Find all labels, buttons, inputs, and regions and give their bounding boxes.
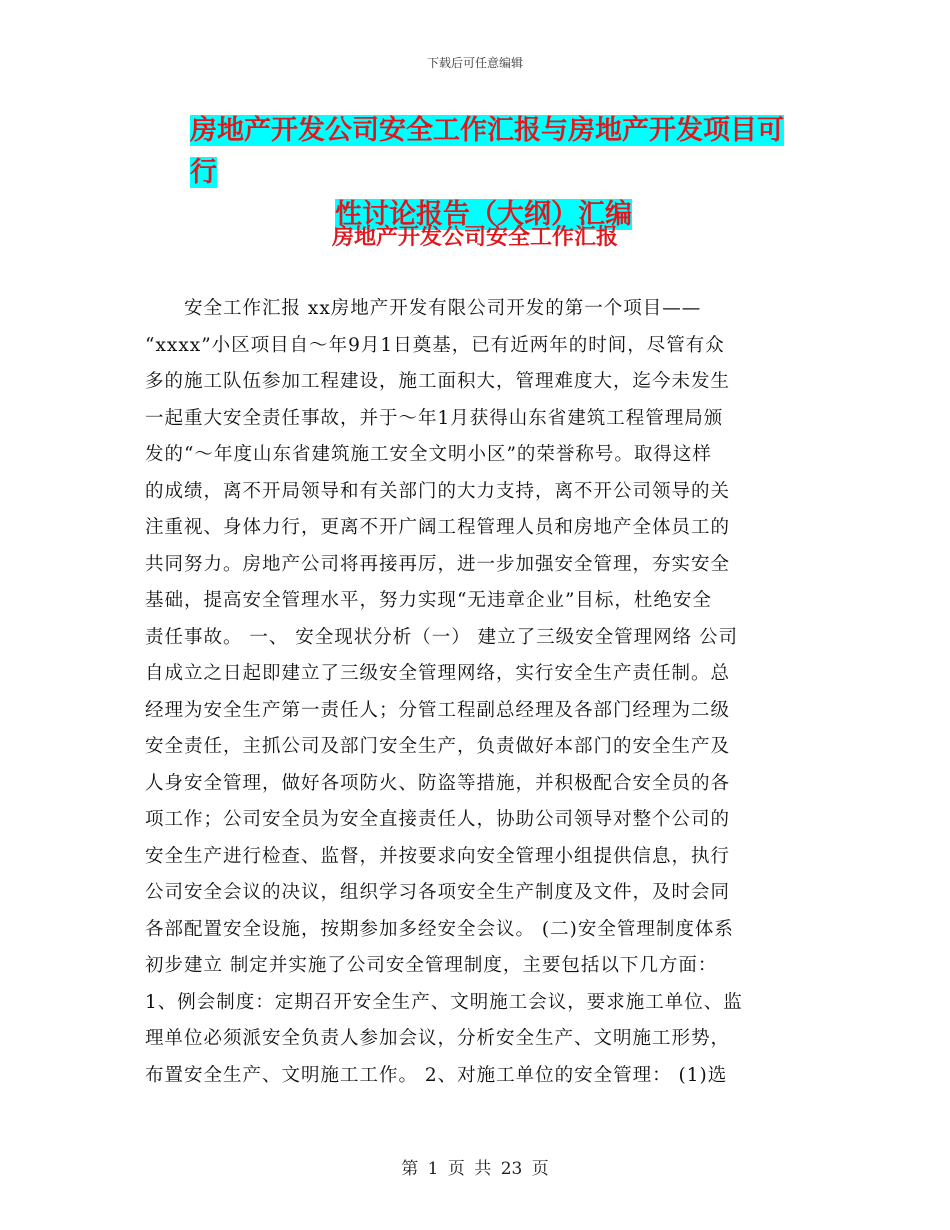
body-paragraph (145, 291, 810, 1094)
document-title-line-1: 房地产开发公司安全工作汇报与房地产开发项目可行 (190, 115, 784, 188)
body-line: 公司安全会议的决议，组织学习各项安全生产制度及文件，及时会同 (145, 882, 731, 903)
body-line: 责任事故。 一、 安全现状分析（一） 建立了三级安全管理网络 公司 (145, 626, 739, 648)
body-line: 各部配置安全设施，按期参加多经安全会议。 (二)安全管理制度体系 (145, 918, 734, 940)
document-title (190, 110, 810, 236)
body-line: 注重视、身体力行，更离不开广阔工程管理人员和房地产全体员工的 (145, 517, 731, 538)
body-line: 布置安全生产、文明施工工作。 2、对施工单位的安全管理： (1)选 (145, 1064, 728, 1086)
body-line: 多的施工队伍参加工程建设，施工面积大，管理难度大，迄今未发生 (145, 371, 731, 392)
body-line: 的成绩，离不开局领导和有关部门的大力支持，离不开公司领导的关 (145, 480, 731, 502)
body-line: 理单位必须派安全负责人参加会议，分析安全生产、文明施工形势， (145, 1028, 731, 1049)
document-title-line-2: 性讨论报告（大纲）汇编 (335, 199, 632, 230)
body-line: 自成立之日起即建立了三级安全管理网络，实行安全生产责任制。总 (145, 663, 731, 684)
body-line: 安全生产进行检查、监督，并按要求向安全管理小组提供信息，执行 (145, 845, 731, 867)
body-line: 安全责任，主抓公司及部门安全生产，负责做好本部门的安全生产及 (145, 736, 731, 757)
body-line: “xxxx”小区项目自～年9月1日奠基，已有近两年的时间，尽管有众 (145, 334, 725, 356)
body-line: 基础，提高安全管理水平，努力实现“无违章企业”目标，杜绝安全 (145, 590, 712, 611)
body-line: 安全工作汇报 xx房地产开发有限公司开发的第一个项目—— (145, 298, 702, 319)
section-title: 房地产开发公司安全工作汇报 (331, 225, 618, 250)
page-number: 第 1 页 共 23 页 (401, 1159, 549, 1179)
body-line: 初步建立 制定并实施了公司安全管理制度，主要包括以下几方面： (145, 955, 718, 976)
body-line: 人身安全管理，做好各项防火、防盗等措施，并积极配合安全员的各 (145, 772, 731, 794)
body-line: 共同努力。房地产公司将再接再厉，进一步加强安全管理，夯实安全 (145, 553, 731, 575)
body-line: 一起重大安全责任事故，并于～年1月获得山东省建筑工程管理局颁 (145, 407, 724, 429)
body-line: 项工作；公司安全员为安全直接责任人，协助公司领导对整个公司的 (145, 809, 731, 830)
header-note: 下载后可任意编辑 (426, 56, 523, 70)
body-line: 1、例会制度：定期召开安全生产、文明施工会议，要求施工单位、监 (145, 991, 743, 1013)
body-line: 发的“～年度山东省建筑施工安全文明小区”的荣誉称号。取得这样 (145, 444, 712, 465)
body-line: 经理为安全生产第一责任人；分管工程副总经理及各部门经理为二级 (145, 699, 731, 721)
